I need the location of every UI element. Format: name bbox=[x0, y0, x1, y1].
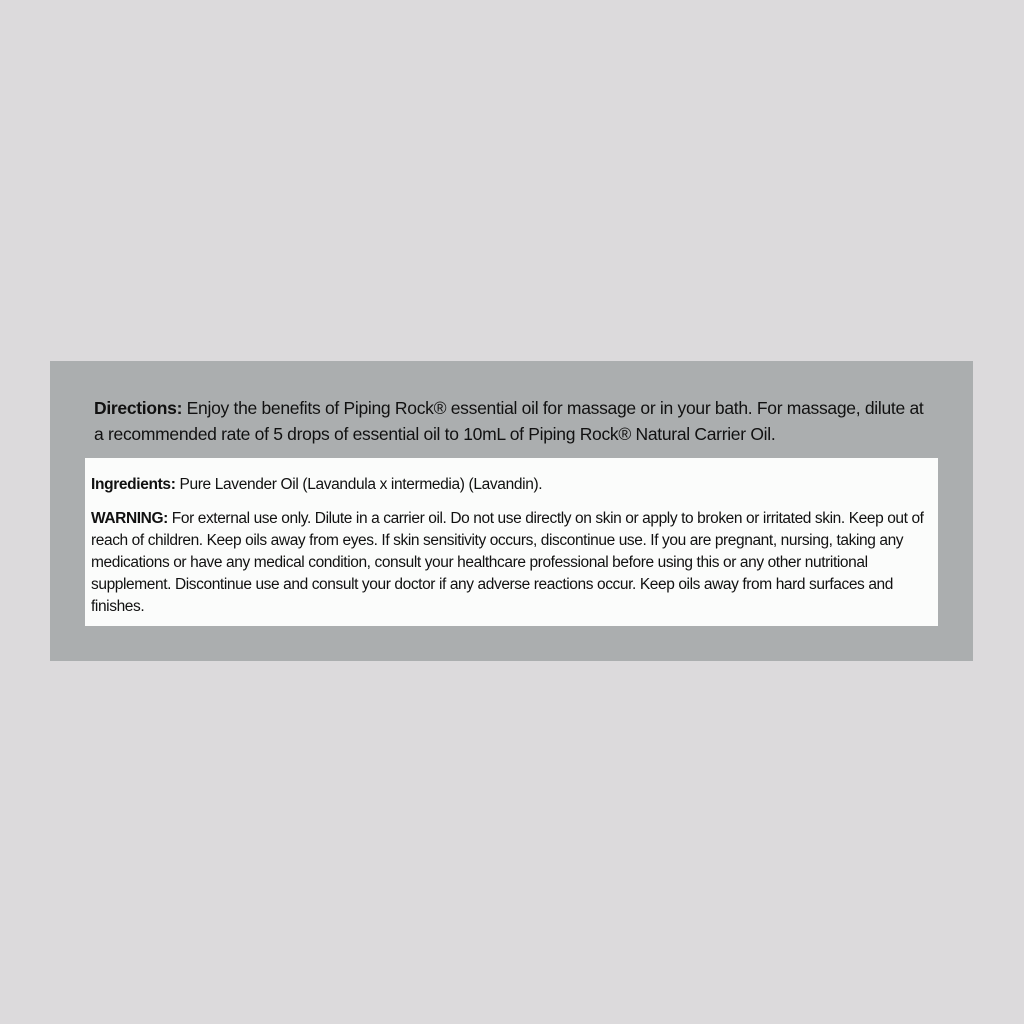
label-panel bbox=[50, 361, 973, 661]
ingredients-heading: Ingredients: bbox=[91, 476, 176, 493]
warning-text: For external use only. Dilute in a carrier oil. Do not use directly on skin or apply to broken or irritated skin. Keep out of reach of children. Keep oils away from eyes. If skin sensitivity occurs, discontinue use. If you are pregnant, nursing, taking any medications or have any medical condition, consult your healthcare professional before using this or any other nutritional supplement. Discontinue use and consult your doctor if any adverse reactions occur. Keep oils away from hard surfaces and finishes. bbox=[91, 510, 924, 615]
directions-heading: Directions: bbox=[94, 398, 183, 418]
ingredients-paragraph bbox=[91, 475, 932, 495]
ingredients-warning-box bbox=[85, 458, 938, 626]
ingredients-text: Pure Lavender Oil (Lavandula x intermedia) (Lavandin). bbox=[175, 476, 543, 493]
directions-paragraph bbox=[94, 395, 934, 447]
warning-paragraph bbox=[91, 508, 932, 618]
warning-heading: WARNING: bbox=[91, 510, 168, 527]
directions-text: Enjoy the benefits of Piping Rock® essential oil for massage or in your bath. For massage, dilute at a recommended rate of 5 drops of essential oil to 10mL of Piping Rock® Natural Carrier Oil. bbox=[94, 398, 924, 444]
